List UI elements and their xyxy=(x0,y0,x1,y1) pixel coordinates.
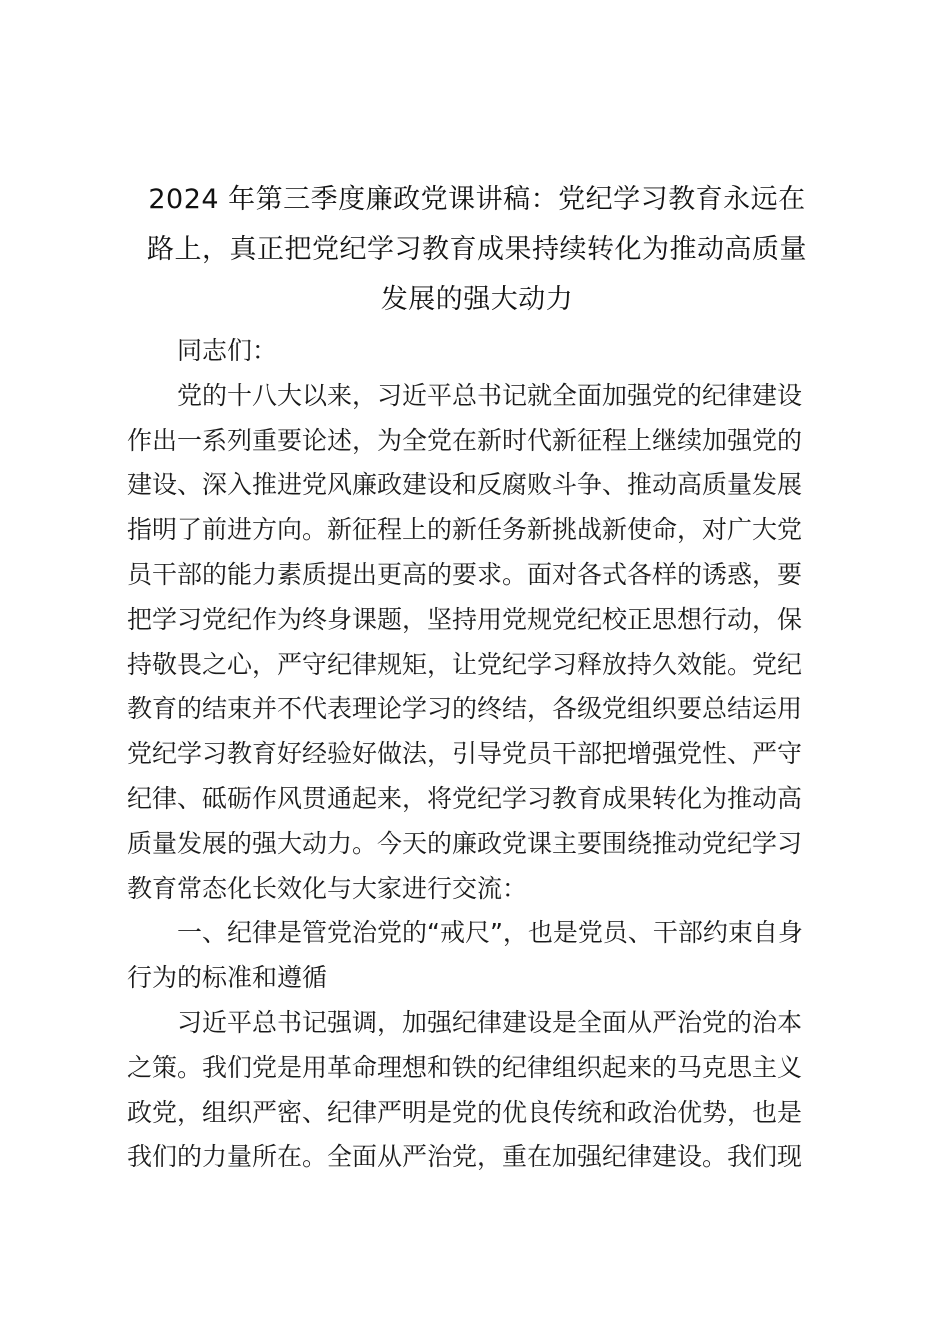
paragraph-intro xyxy=(127,374,827,912)
paragraph-line: 习近平总书记强调，加强纪律建设是全面从严治党的治本 xyxy=(177,1007,803,1037)
paragraph-line: 党的十八大以来，习近平总书记就全面加强党的纪律建设 xyxy=(177,380,803,410)
paragraph-line: 我们的力量所在。全面从严治党，重在加强纪律建设。我们现 xyxy=(127,1142,803,1172)
paragraph-line: 之策。我们党是用革命理想和铁的纪律组织起来的马克思主义 xyxy=(127,1052,803,1082)
section-heading-1 xyxy=(127,911,827,1001)
paragraph-line: 把学习党纪作为终身课题，坚持用党规党纪校正思想行动，保 xyxy=(127,604,803,634)
title-line: 路上，真正把党纪学习教育成果持续转化为推动高质量 xyxy=(147,234,807,265)
salutation-text: 同志们： xyxy=(177,336,278,365)
title-line: 2024 年第三季度廉政党课讲稿：党纪学习教育永远在 xyxy=(148,184,806,215)
paragraph-line: 教育常态化长效化与大家进行交流： xyxy=(127,873,528,903)
paragraph-line: 纪律、砥砺作风贯通起来，将党纪学习教育成果转化为推动高 xyxy=(127,783,803,813)
paragraph-line: 作出一系列重要论述，为全党在新时代新征程上继续加强党的 xyxy=(127,425,803,455)
paragraph-line: 指明了前进方向。新征程上的新任务新挑战新使命，对广大党 xyxy=(127,515,803,545)
document-body xyxy=(127,175,827,1180)
salutation xyxy=(127,329,827,374)
paragraph-line: 质量发展的强大动力。今天的廉政党课主要围绕推动党纪学习 xyxy=(127,828,803,858)
title-line: 发展的强大动力 xyxy=(380,284,574,315)
paragraph-line: 政党，组织严密、纪律严明是党的优良传统和政治优势，也是 xyxy=(127,1097,803,1127)
heading-line: 行为的标准和遵循 xyxy=(127,963,328,993)
paragraph-section-1 xyxy=(127,1001,827,1180)
heading-line: 一、纪律是管党治党的“戒尺”，也是党员、干部约束自身 xyxy=(177,918,803,948)
paragraph-line: 党纪学习教育好经验好做法，引导党员干部把增强党性、严守 xyxy=(127,739,803,769)
paragraph-line: 教育的结束并不代表理论学习的终结，各级党组织要总结运用 xyxy=(127,694,803,724)
paragraph-line: 员干部的能力素质提出更高的要求。面对各式各样的诱惑，要 xyxy=(127,559,803,589)
document-title xyxy=(127,175,827,325)
paragraph-line: 持敬畏之心，严守纪律规矩，让党纪学习释放持久效能。党纪 xyxy=(127,649,803,679)
paragraph-line: 建设、深入推进党风廉政建设和反腐败斗争、推动高质量发展 xyxy=(127,470,803,500)
